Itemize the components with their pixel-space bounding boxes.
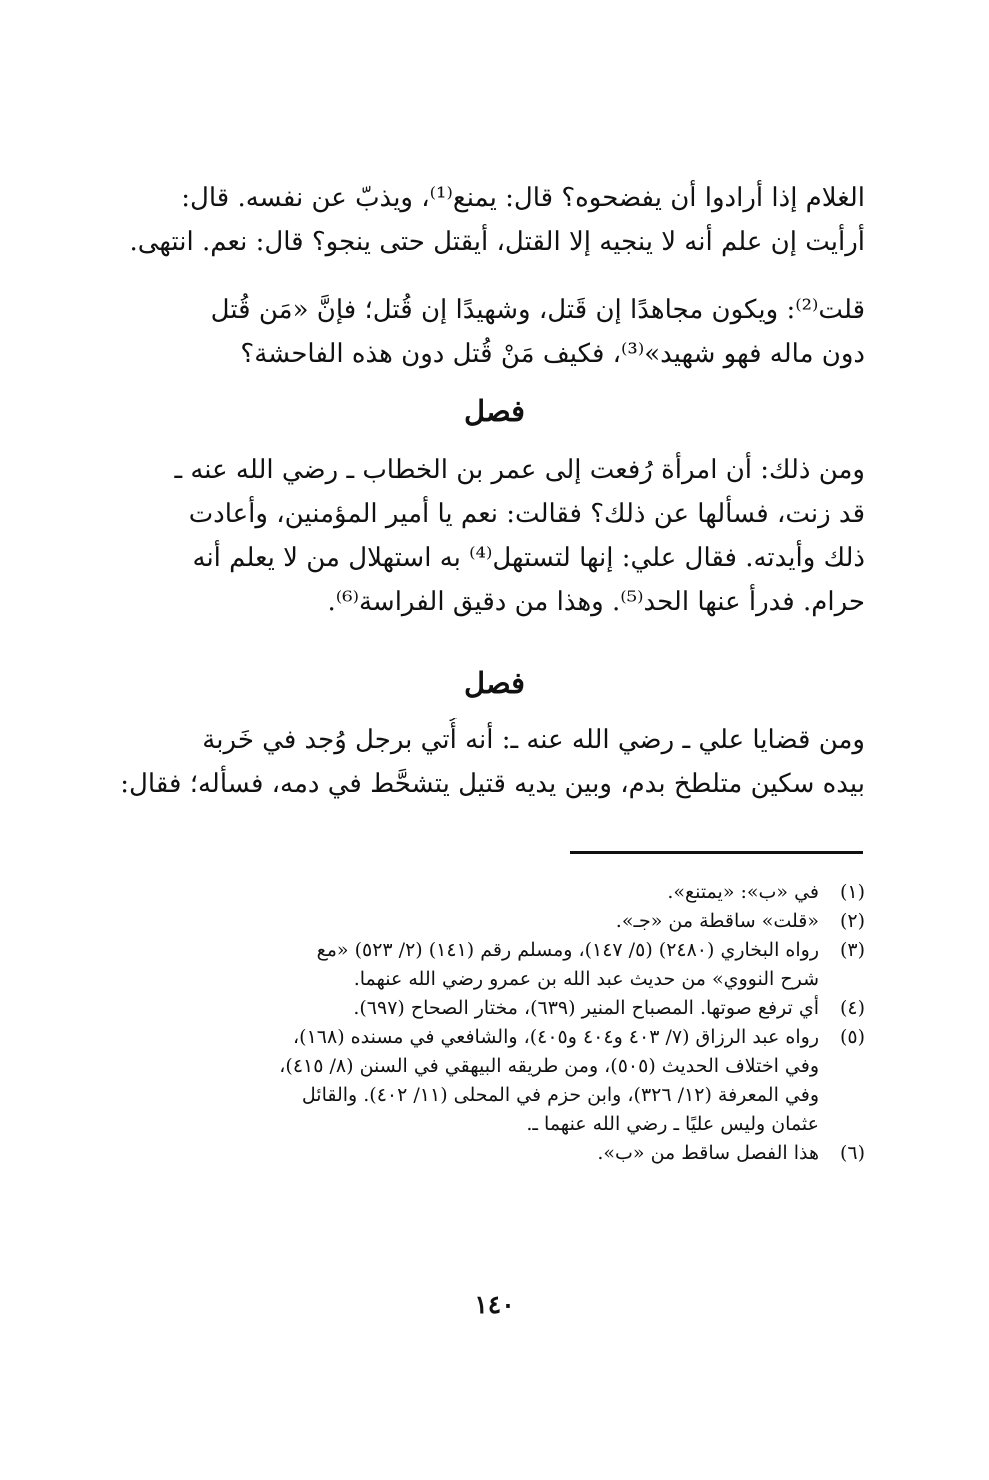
text-line: حرام. فدرأ عنها الحد⁽⁵⁾. وهذا من دقيق الفراسة⁽⁶⁾. [327, 587, 865, 617]
text-line: قلت⁽²⁾: ويكون مجاهدًا إن قَتل، وشهيدًا إن قُتل؛ فإنَّ «مَن قُتل [210, 295, 865, 325]
footnote-text: وفي اختلاف الحديث (٥٠٥)، ومن طريقه البيهقي في السنن (٨/ ٤١٥)، [279, 1055, 819, 1077]
footnote-text: رواه عبد الرزاق (٧/ ٤٠٣ و٤٠٤ و٤٠٥)، والشافعي في مسنده (١٦٨)، [293, 1026, 819, 1048]
footnote-separator [570, 851, 863, 854]
text-line: ومن قضايا علي ـ رضي الله عنه ـ: أنه أُتي برجل وُجد في خَربة [202, 725, 865, 755]
section-heading-2: فصل [464, 666, 525, 700]
paragraph-2 [100, 288, 865, 376]
footnote-4 [100, 994, 865, 1023]
footnote-text: رواه البخاري (٢٤٨٠) (٥/ ١٤٧)، ومسلم رقم (١٤١) (٢/ ٥٢٣) «مع [316, 939, 819, 961]
footnote-5 [100, 1023, 865, 1139]
footnote-6 [100, 1139, 865, 1168]
footnote-number: (٦) [839, 1142, 865, 1164]
footnote-text: في «ب»: «يمتنع». [667, 881, 819, 903]
footnote-number: (٤) [839, 997, 865, 1019]
text-line: ذلك وأيدته. فقال علي: إنها لتستهل⁽⁴⁾ به استهلال من لا يعلم أنه [192, 543, 865, 573]
text-line: بيده سكين متلطخ بدم، وبين يديه قتيل يتشحَّط في دمه، فسأله؛ فقال: [120, 769, 865, 799]
footnote-2 [100, 907, 865, 936]
paragraph-1 [100, 176, 865, 264]
footnote-number: (٢) [839, 910, 865, 932]
text-line: ومن ذلك: أن امرأة رُفعت إلى عمر بن الخطاب ـ رضي الله عنه ـ [174, 455, 865, 485]
footnote-text: شرح النووي» من حديث عبد الله بن عمرو رضي الله عنهما. [353, 968, 819, 990]
text-line: دون ماله فهو شهيد»⁽³⁾، فكيف مَنْ قُتل دون هذه الفاحشة؟ [240, 339, 865, 369]
footnote-text: «قلت» ساقطة من «جـ». [615, 910, 819, 932]
text-line: أرأيت إن علم أنه لا ينجيه إلا القتل، أيقتل حتى ينجو؟ قال: نعم. انتهى. [129, 227, 865, 257]
paragraph-4 [100, 718, 865, 806]
footnote-3 [100, 936, 865, 994]
text-line: قد زنت، فسألها عن ذلك؟ فقالت: نعم يا أمير المؤمنين، وأعادت [188, 499, 865, 529]
footnote-1 [100, 878, 865, 907]
section-heading-1: فصل [464, 394, 525, 428]
footnote-text: هذا الفصل ساقط من «ب». [597, 1142, 819, 1164]
text-line: الغلام إذا أرادوا أن يفضحوه؟ قال: يمنع⁽¹⁾، ويذبّ عن نفسه. قال: [181, 183, 865, 213]
footnote-text: عثمان وليس عليًا ـ رضي الله عنهما ـ. [526, 1113, 819, 1135]
footnote-text: أي ترفع صوتها. المصباح المنير (٦٣٩)، مختار الصحاح (٦٩٧). [353, 997, 819, 1019]
paragraph-3 [100, 448, 865, 624]
footnote-number: (١) [839, 881, 865, 903]
footnote-text: وفي المعرفة (١٢/ ٣٢٦)، وابن حزم في المحلى (١١/ ٤٠٢). والقائل [301, 1084, 819, 1106]
footnotes [100, 878, 865, 1168]
footnote-number: (٣) [839, 939, 865, 961]
page-number: ١٤٠ [474, 1290, 515, 1319]
footnote-number: (٥) [839, 1026, 865, 1048]
